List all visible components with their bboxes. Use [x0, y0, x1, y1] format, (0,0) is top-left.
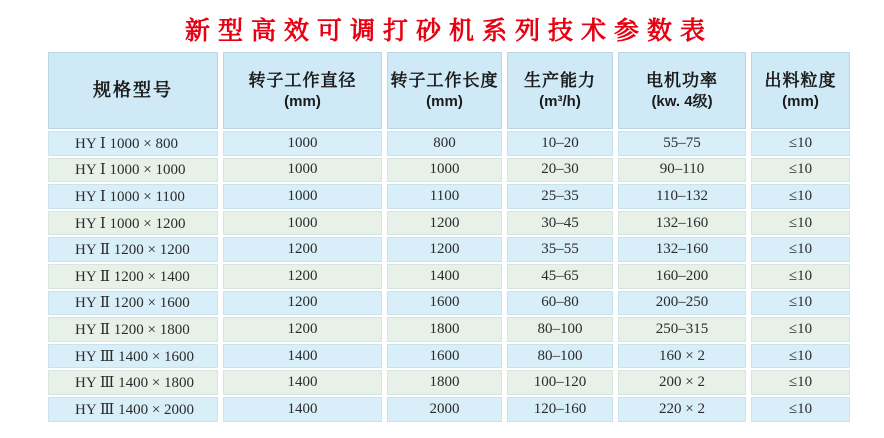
value-cell: 1000: [223, 131, 382, 156]
value-cell: 1200: [223, 291, 382, 316]
value-cell: 250–315: [618, 317, 746, 342]
value-cell: ≤10: [751, 184, 850, 209]
value-cell: ≤10: [751, 370, 850, 395]
value-cell: 1200: [223, 317, 382, 342]
column-unit: (mm): [284, 92, 321, 110]
value-cell: ≤10: [751, 264, 850, 289]
value-cell: 30–45: [507, 211, 613, 236]
value-cell: 20–30: [507, 158, 613, 183]
value-cell: 160 × 2: [618, 344, 746, 369]
column-label: 转子工作直径: [248, 71, 357, 91]
page-title: 新型高效可调打砂机系列技术参数表: [184, 17, 713, 45]
model-cell: HY Ⅰ 1000 × 1200: [48, 211, 218, 236]
model-cell: HY Ⅲ 1400 × 2000: [48, 397, 218, 422]
value-cell: 132–160: [618, 237, 746, 262]
value-cell: 120–160: [507, 397, 613, 422]
column-header-3: [387, 52, 502, 129]
column-unit: (mm): [426, 92, 463, 110]
value-cell: 1600: [387, 344, 502, 369]
parameters-table: [48, 52, 850, 422]
column-header-4: [507, 52, 613, 129]
value-cell: 160–200: [618, 264, 746, 289]
value-cell: ≤10: [751, 237, 850, 262]
value-cell: 1000: [223, 184, 382, 209]
value-cell: 1200: [223, 237, 382, 262]
column-header-6: [751, 52, 850, 129]
value-cell: 1800: [387, 317, 502, 342]
value-cell: 1400: [223, 397, 382, 422]
value-cell: 200 × 2: [618, 370, 746, 395]
value-cell: ≤10: [751, 211, 850, 236]
value-cell: 55–75: [618, 131, 746, 156]
column-label: 出料粒度: [764, 71, 837, 91]
value-cell: 110–132: [618, 184, 746, 209]
model-cell: HY Ⅲ 1400 × 1800: [48, 370, 218, 395]
value-cell: 25–35: [507, 184, 613, 209]
value-cell: 100–120: [507, 370, 613, 395]
model-cell: HY Ⅰ 1000 × 1000: [48, 158, 218, 183]
column-unit: (m³/h): [539, 92, 581, 110]
value-cell: ≤10: [751, 291, 850, 316]
value-cell: 2000: [387, 397, 502, 422]
column-header-5: [618, 52, 746, 129]
column-label: 转子工作长度: [390, 71, 499, 91]
value-cell: 35–55: [507, 237, 613, 262]
value-cell: 1400: [223, 370, 382, 395]
value-cell: 200–250: [618, 291, 746, 316]
value-cell: ≤10: [751, 317, 850, 342]
value-cell: 80–100: [507, 344, 613, 369]
column-label: 电机功率: [646, 71, 718, 91]
value-cell: ≤10: [751, 397, 850, 422]
value-cell: 1200: [223, 264, 382, 289]
value-cell: 10–20: [507, 131, 613, 156]
value-cell: 45–65: [507, 264, 613, 289]
model-cell: HY Ⅱ 1200 × 1200: [48, 237, 218, 262]
column-header-1: [48, 52, 218, 129]
model-cell: HY Ⅰ 1000 × 800: [48, 131, 218, 156]
value-cell: 800: [387, 131, 502, 156]
column-unit: (kw. 4级): [651, 92, 713, 110]
column-label: 生产能力: [524, 71, 596, 91]
value-cell: 220 × 2: [618, 397, 746, 422]
value-cell: 90–110: [618, 158, 746, 183]
value-cell: ≤10: [751, 158, 850, 183]
value-cell: 1000: [387, 158, 502, 183]
model-cell: HY Ⅲ 1400 × 1600: [48, 344, 218, 369]
value-cell: 80–100: [507, 317, 613, 342]
value-cell: 1400: [387, 264, 502, 289]
value-cell: 1000: [223, 158, 382, 183]
value-cell: 1600: [387, 291, 502, 316]
value-cell: 1800: [387, 370, 502, 395]
value-cell: 1400: [223, 344, 382, 369]
value-cell: ≤10: [751, 344, 850, 369]
model-cell: HY Ⅰ 1000 × 1100: [48, 184, 218, 209]
value-cell: 132–160: [618, 211, 746, 236]
value-cell: 1200: [387, 237, 502, 262]
model-cell: HY Ⅱ 1200 × 1600: [48, 291, 218, 316]
value-cell: 60–80: [507, 291, 613, 316]
value-cell: 1000: [223, 211, 382, 236]
value-cell: 1100: [387, 184, 502, 209]
column-unit: (mm): [782, 92, 819, 110]
model-cell: HY Ⅱ 1200 × 1400: [48, 264, 218, 289]
column-label: 规格型号: [93, 80, 173, 101]
value-cell: 1200: [387, 211, 502, 236]
model-cell: HY Ⅱ 1200 × 1800: [48, 317, 218, 342]
column-header-2: [223, 52, 382, 129]
value-cell: ≤10: [751, 131, 850, 156]
